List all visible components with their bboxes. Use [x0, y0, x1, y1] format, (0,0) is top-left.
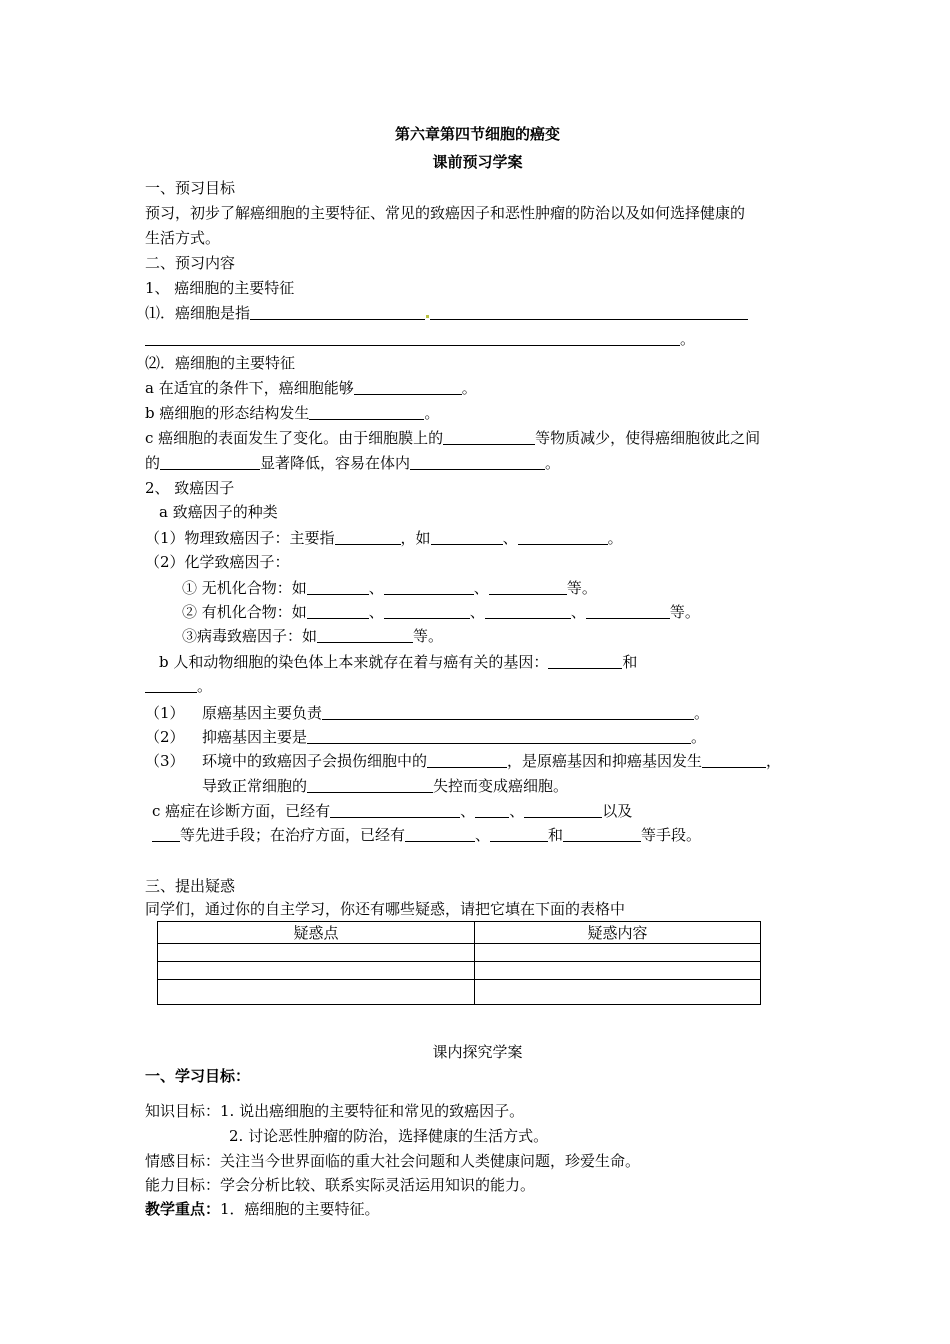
blank-field[interactable]	[518, 529, 608, 545]
cancer-genes-cont: 。	[145, 676, 212, 696]
environmental-factor: （3） 环境中的致癌因子会损伤细胞中的 ，是原癌基因和抑癌基因发生 ，	[145, 752, 782, 770]
blank-field[interactable]	[524, 802, 602, 818]
blank-field[interactable]	[443, 429, 535, 445]
table-cell[interactable]	[475, 944, 761, 962]
emotion-goal: 情感目标：关注当今世界面临的重大社会问题和人类健康问题，珍爱生命。	[145, 1152, 641, 1170]
cancer-cell-features-heading: ⑵．癌细胞的主要特征	[145, 354, 296, 372]
blank-field[interactable]	[405, 826, 475, 842]
blank-field[interactable]	[490, 826, 548, 842]
blank-field[interactable]	[702, 752, 766, 768]
blank-field[interactable]	[485, 603, 571, 619]
blank-field[interactable]	[322, 704, 694, 720]
table-header-cell: 疑惑内容	[475, 922, 761, 944]
item-2-heading: 2、 致癌因子	[145, 479, 235, 497]
learning-goals-heading: 一、学习目标：	[145, 1067, 251, 1085]
tumor-suppressor: （2） 抑癌基因主要是 。	[145, 728, 707, 746]
blank-field[interactable]	[160, 454, 260, 470]
blank-field[interactable]	[410, 454, 545, 470]
carcinogen-kinds: a 致癌因子的种类	[159, 503, 278, 521]
blank-field[interactable]	[145, 330, 680, 346]
document-title: 第六章第四节细胞的癌变	[394, 125, 560, 143]
organic-compounds: ② 有机化合物：如 、 、 、 等。	[182, 603, 700, 621]
doubts-intro: 同学们，通过你的自主学习，你还有哪些疑惑，请把它填在下面的表格中	[145, 900, 626, 918]
blank-field[interactable]	[586, 603, 670, 619]
diagnosis-treatment: c 癌症在诊断方面，已经有 、 、 以及	[152, 802, 633, 820]
blank-field[interactable]	[330, 802, 460, 818]
blank-field[interactable]	[489, 579, 567, 595]
physical-carcinogen: （1）物理致癌因子：主要指 ，如 、 。	[145, 529, 623, 547]
table-row	[158, 962, 761, 980]
part-2-title: 课内探究学案	[432, 1043, 523, 1061]
table-header-cell: 疑惑点	[158, 922, 475, 944]
blank-field[interactable]	[431, 529, 503, 545]
feature-a: a 在适宜的条件下，癌细胞能够 。	[145, 379, 477, 397]
section-2-heading: 二、预习内容	[145, 254, 236, 272]
blank-field[interactable]	[317, 627, 413, 643]
viral-carcinogen: ③病毒致癌因子：如 等。	[182, 627, 444, 645]
feature-b: b 癌细胞的形态结构发生 。	[145, 404, 440, 422]
feature-c-cont: 的 显著降低，容易在体内 。	[145, 454, 561, 472]
blank-field[interactable]	[384, 579, 474, 595]
blank-field[interactable]	[307, 603, 369, 619]
knowledge-goal-2: 2. 讨论恶性肿瘤的防治，选择健康的生活方式。	[229, 1127, 549, 1145]
blank-field[interactable]	[548, 653, 622, 669]
blank-field[interactable]	[307, 579, 369, 595]
blank-field[interactable]	[475, 802, 509, 818]
blank-field[interactable]	[427, 752, 507, 768]
table-cell[interactable]	[475, 962, 761, 980]
diagnosis-treatment-cont: 等先进手段；在治疗方面，已经有 、 和 等手段。	[152, 825, 701, 845]
table-row	[158, 980, 761, 1005]
preview-goal-text-1: 预习，初步了解癌细胞的主要特征、常见的致癌因子和恶性肿瘤的防治以及如何选择健康的	[145, 204, 746, 222]
section-1-heading: 一、预习目标	[145, 179, 236, 197]
blank-field[interactable]	[145, 677, 197, 693]
ability-goal: 能力目标：学会分析比较、联系实际灵活运用知识的能力。	[145, 1176, 536, 1194]
chemical-carcinogen: （2）化学致癌因子：	[145, 553, 290, 571]
preview-goal-text-2: 生活方式。	[145, 229, 221, 247]
table-cell[interactable]	[158, 944, 475, 962]
inorganic-compounds: ① 无机化合物：如 、 、 等。	[182, 579, 597, 597]
blank-field[interactable]	[563, 826, 641, 842]
environmental-factor-cont: 导致正常细胞的 失控而变成癌细胞。	[202, 777, 569, 795]
blank-field[interactable]	[430, 304, 748, 320]
blank-field[interactable]	[335, 529, 401, 545]
table-header-row	[158, 922, 761, 944]
blank-field[interactable]	[250, 304, 425, 320]
blank-field[interactable]	[307, 777, 433, 793]
blank-field[interactable]	[309, 404, 424, 420]
item-1-heading: 1、 癌细胞的主要特征	[145, 279, 295, 297]
table-cell[interactable]	[158, 962, 475, 980]
blank-field[interactable]	[152, 826, 180, 842]
table-cell[interactable]	[158, 980, 475, 1005]
document-subtitle: 课前预习学案	[432, 153, 523, 171]
feature-c: c 癌细胞的表面发生了变化。由于细胞膜上的 等物质减少，使得癌细胞彼此之间	[145, 429, 761, 447]
cancer-cell-definition-cont: 。	[145, 329, 695, 349]
blank-field[interactable]	[307, 728, 691, 744]
knowledge-goal-1: 知识目标：1. 说出癌细胞的主要特征和常见的致癌因子。	[145, 1102, 525, 1120]
cancer-genes: b 人和动物细胞的染色体上本来就存在着与癌有关的基因： 和	[159, 653, 638, 671]
cancer-cell-definition: ⑴．癌细胞是指	[145, 303, 748, 323]
doubts-table	[157, 921, 761, 1005]
section-3-heading: 三、提出疑惑	[145, 877, 236, 895]
teaching-key-point: 教学重点：1．癌细胞的主要特征。	[145, 1200, 380, 1218]
blank-field[interactable]	[384, 603, 470, 619]
proto-oncogene: （1） 原癌基因主要负责 。	[145, 704, 710, 722]
table-cell[interactable]	[475, 980, 761, 1005]
blank-field[interactable]	[354, 379, 462, 395]
table-row	[158, 944, 761, 962]
